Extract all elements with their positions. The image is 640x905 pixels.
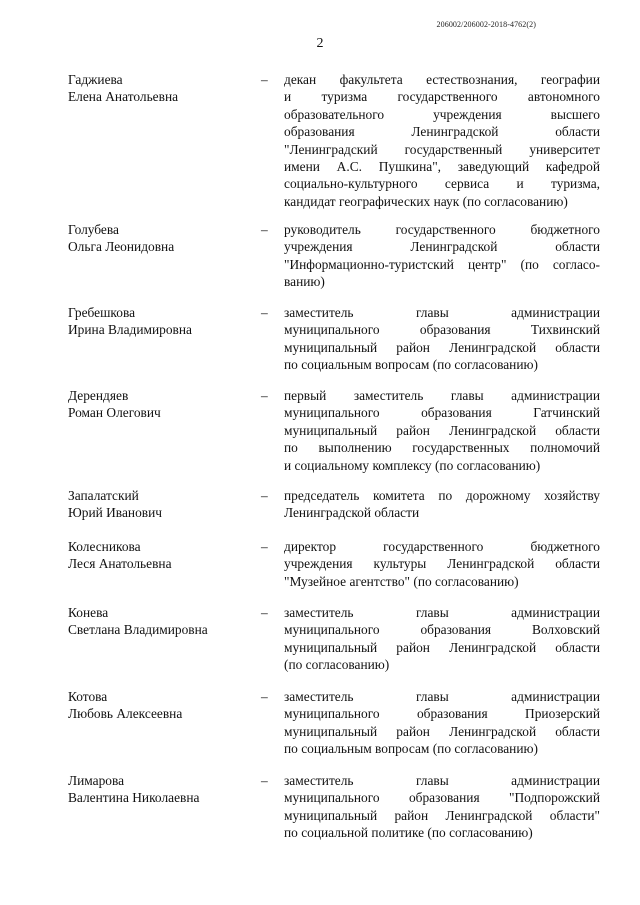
position-line: "Информационно-туристский центр" (по согласо- bbox=[284, 256, 600, 272]
position-line: заместитель главы администрации bbox=[284, 605, 600, 620]
dash-separator: – bbox=[261, 388, 268, 403]
position-line: муниципального образования Волховский bbox=[284, 622, 600, 638]
position-line: муниципальный район Ленинградской области bbox=[284, 723, 600, 739]
position-line: по социальной политике (по согласованию) bbox=[284, 825, 533, 841]
position-line: муниципального образования "Подпорожский bbox=[284, 790, 600, 806]
member-name bbox=[68, 772, 253, 807]
position-line: руководитель государственного бюджетного bbox=[284, 222, 600, 237]
position-line: первый заместитель главы администрации bbox=[284, 388, 600, 403]
position-line: образовательного учреждения высшего bbox=[284, 106, 600, 122]
member-given-name: Елена Анатольевна bbox=[68, 89, 179, 105]
dash-separator: – bbox=[261, 689, 268, 704]
dash-separator: – bbox=[261, 72, 268, 87]
member-surname: Гаджиева bbox=[68, 72, 123, 87]
position-line: по социальным вопросам (по согласованию) bbox=[284, 741, 538, 757]
position-line: муниципальный район Ленинградской области bbox=[284, 339, 600, 355]
page-number: 2 bbox=[316, 36, 324, 51]
member-position bbox=[284, 538, 600, 590]
member-name bbox=[68, 387, 253, 422]
position-line: заместитель главы администрации bbox=[284, 773, 600, 788]
member-given-name: Роман Олегович bbox=[68, 405, 161, 421]
position-line: образования Ленинградской области bbox=[284, 124, 600, 140]
member-given-name: Валентина Николаевна bbox=[68, 790, 200, 806]
member-position bbox=[284, 387, 600, 474]
member-given-name: Ирина Владимировна bbox=[68, 322, 192, 338]
position-line: Ленинградской области bbox=[284, 505, 420, 521]
position-line: муниципального образования Приозерский bbox=[284, 706, 600, 722]
document-id: 206002/206002-2018-4762(2) bbox=[436, 20, 536, 29]
member-surname: Колесникова bbox=[68, 539, 141, 554]
member-name bbox=[68, 221, 253, 256]
dash-separator: – bbox=[261, 488, 268, 503]
member-name bbox=[68, 604, 253, 639]
member-given-name: Любовь Алексеевна bbox=[68, 706, 183, 722]
position-line: председатель комитета по дорожному хозяйству bbox=[284, 488, 600, 503]
dash-separator: – bbox=[261, 605, 268, 620]
position-line: муниципальный район Ленинградской области bbox=[284, 422, 600, 438]
position-line: муниципального образования Тихвинский bbox=[284, 322, 600, 338]
member-position bbox=[284, 487, 600, 522]
member-surname: Запалатский bbox=[68, 488, 139, 503]
dash-separator: – bbox=[261, 773, 268, 788]
dash-separator: – bbox=[261, 539, 268, 554]
position-line: муниципальный район Ленинградской области" bbox=[284, 807, 600, 823]
position-line: имени А.С. Пушкина", заведующий кафедрой bbox=[284, 159, 600, 175]
position-line: по социальным вопросам (по согласованию) bbox=[284, 357, 538, 373]
member-surname: Конева bbox=[68, 605, 109, 620]
member-name bbox=[68, 71, 253, 106]
position-line: учреждения Ленинградской области bbox=[284, 239, 600, 255]
member-position bbox=[284, 71, 600, 210]
member-position bbox=[284, 772, 600, 842]
position-line: по выполнению государственных полномочий bbox=[284, 440, 600, 456]
position-line: декан факультета естествознания, географии bbox=[284, 72, 600, 87]
member-surname: Лимарова bbox=[68, 773, 125, 788]
position-line: кандидат географических наук (по согласованию) bbox=[284, 193, 568, 209]
position-line: "Музейное агентство" (по согласованию) bbox=[284, 573, 519, 589]
member-position bbox=[284, 221, 600, 291]
member-name bbox=[68, 688, 253, 723]
member-surname: Гребешкова bbox=[68, 305, 136, 320]
position-line: "Ленинградский государственный университет bbox=[284, 141, 600, 157]
dash-separator: – bbox=[261, 222, 268, 237]
member-given-name: Леся Анатольевна bbox=[68, 556, 172, 572]
member-surname: Дерендяев bbox=[68, 388, 129, 403]
position-line: заместитель главы администрации bbox=[284, 689, 600, 704]
member-position bbox=[284, 304, 600, 374]
position-line: ванию) bbox=[284, 274, 325, 290]
member-name bbox=[68, 487, 253, 522]
position-line: и социальному комплексу (по согласованию) bbox=[284, 457, 541, 473]
position-line: заместитель главы администрации bbox=[284, 305, 600, 320]
position-line: учреждения культуры Ленинградской области bbox=[284, 556, 600, 572]
member-name bbox=[68, 304, 253, 339]
position-line: муниципального образования Гатчинский bbox=[284, 405, 600, 421]
member-position bbox=[284, 688, 600, 758]
member-given-name: Ольга Леонидовна bbox=[68, 239, 175, 255]
position-line: (по согласованию) bbox=[284, 657, 390, 673]
member-given-name: Юрий Иванович bbox=[68, 505, 162, 521]
position-line: муниципальный район Ленинградской области bbox=[284, 639, 600, 655]
member-position bbox=[284, 604, 600, 674]
member-surname: Котова bbox=[68, 689, 108, 704]
position-line: социально-культурного сервиса и туризма, bbox=[284, 176, 600, 192]
member-given-name: Светлана Владимировна bbox=[68, 622, 208, 638]
member-name bbox=[68, 538, 253, 573]
member-surname: Голубева bbox=[68, 222, 119, 237]
position-line: директор государственного бюджетного bbox=[284, 539, 600, 554]
dash-separator: – bbox=[261, 305, 268, 320]
position-line: и туризма государственного автономного bbox=[284, 89, 600, 105]
